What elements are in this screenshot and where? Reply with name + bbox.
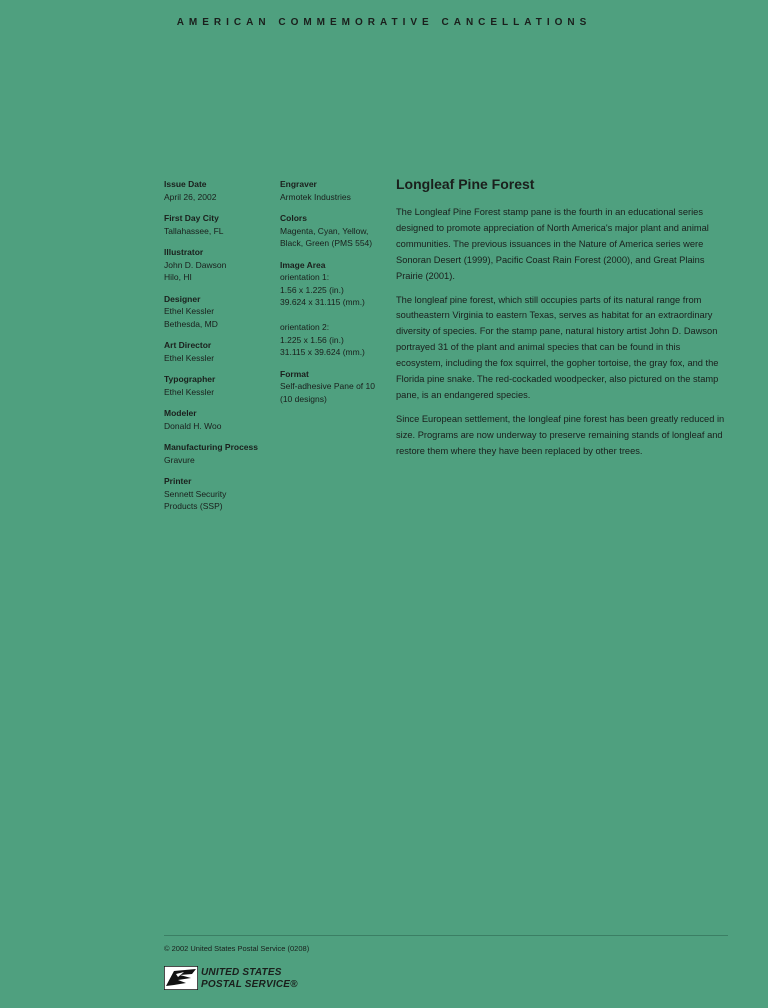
page-header: AMERICAN COMMEMORATIVE CANCELLATIONS [176, 17, 592, 28]
spec-block [164, 212, 269, 237]
spec-value: Products (SSP) [164, 501, 223, 511]
spec-block [280, 368, 380, 406]
spec-value: Ethel Kessler [164, 386, 215, 397]
spec-label: Art Director [164, 340, 212, 350]
usps-wordmark-line2: POSTAL SERVICE® [201, 979, 298, 990]
spec-label: Designer [164, 293, 201, 304]
spec-block [280, 212, 380, 250]
spec-value: Gravure [164, 454, 195, 465]
spec-block [164, 475, 269, 513]
article-title: Longleaf Pine Forest [396, 176, 535, 192]
spec-value: April 26, 2002 [164, 191, 217, 202]
spec-label: Format [280, 368, 309, 379]
spec-value: Armotek Industries [280, 191, 351, 202]
spec-block [164, 373, 269, 398]
spec-value: (10 designs) [280, 393, 327, 404]
specs-column-left [164, 178, 269, 522]
spec-label: Engraver [280, 179, 317, 189]
usps-logo [164, 966, 304, 992]
spec-value: 39.624 x 31.115 (mm.) [280, 297, 365, 307]
spec-label: Issue Date [164, 179, 207, 189]
spec-label: Typographer [164, 374, 216, 384]
spec-block [164, 407, 269, 432]
spec-label: Colors [280, 213, 307, 223]
spec-block [164, 441, 269, 466]
spec-label: Illustrator [164, 247, 204, 257]
spec-value: 1.56 x 1.225 (in.) [280, 284, 344, 295]
spec-block [164, 293, 269, 331]
spec-value [280, 309, 380, 322]
spec-value: 31.115 x 39.624 (mm.) [280, 347, 365, 357]
spec-label: Image Area [280, 259, 326, 270]
spec-value: Sennett Security [164, 488, 227, 499]
spec-label: Printer [164, 476, 192, 486]
spec-label: Modeler [164, 408, 197, 418]
spec-block [164, 178, 269, 203]
spec-value: Black, Green (PMS 554) [280, 238, 373, 248]
main-article [396, 176, 726, 468]
spec-value: John D. Dawson [164, 259, 227, 270]
spec-value: orientation 1: [280, 272, 330, 282]
spec-label: Manufacturing Process [164, 442, 258, 452]
spec-block [164, 246, 269, 284]
spec-value: Bethesda, MD [164, 318, 218, 329]
spec-value: Magenta, Cyan, Yellow, [280, 225, 369, 236]
spec-label: First Day City [164, 213, 219, 223]
spec-value: Hilo, HI [164, 272, 192, 282]
usps-wordmark [201, 967, 298, 991]
spec-value: Donald H. Woo [164, 420, 222, 431]
spec-value: Tallahassee, FL [164, 225, 224, 236]
spec-value: 1.225 x 1.56 (in.) [280, 334, 344, 345]
specs-column-right [280, 178, 380, 414]
spec-block [164, 339, 269, 364]
spec-block [280, 178, 380, 203]
spec-value: Self-adhesive Pane of 10 [280, 381, 375, 391]
article-paragraph: The Longleaf Pine Forest stamp pane is the fourth in an educational series designed to promote appreciation of North America's major plant and animal communities. The previous issuances in the Nature of America series were Sonoran Desert (1999), Pacific Coast Rain Forest (2000), and Great Plains Prairie (2001). [396, 207, 709, 281]
spec-value: Ethel Kessler [164, 352, 215, 363]
usps-wordmark-line1: UNITED STATES [201, 967, 282, 978]
spec-block [280, 259, 380, 359]
article-paragraph: The longleaf pine forest, which still occupies parts of its natural range from southeastern Virginia to eastern Texas, serves as habitat for an extraordinary diversity of species. For the stamp pane, natural history artist John D. Dawson portrayed 31 of the plant and animal species that can be found in this ecosystem, including the fox squirrel, the gopher tortoise, the gray fox, and the Florida pine snake. The red-cockaded woodpecker, also pictured on the stamp pane, is an endangered species. [396, 294, 719, 400]
eagle-icon [164, 966, 198, 990]
spec-value: Ethel Kessler [164, 306, 215, 316]
copyright-notice: © 2002 United States Postal Service (0208) [164, 944, 310, 953]
spec-value: orientation 2: [280, 322, 330, 332]
article-paragraph: Since European settlement, the longleaf pine forest has been greatly reduced in size. Programs are now underway to preserve remaining stands of longleaf and restore them where they have been replaced by other trees. [396, 413, 725, 456]
footer-divider [164, 935, 728, 936]
